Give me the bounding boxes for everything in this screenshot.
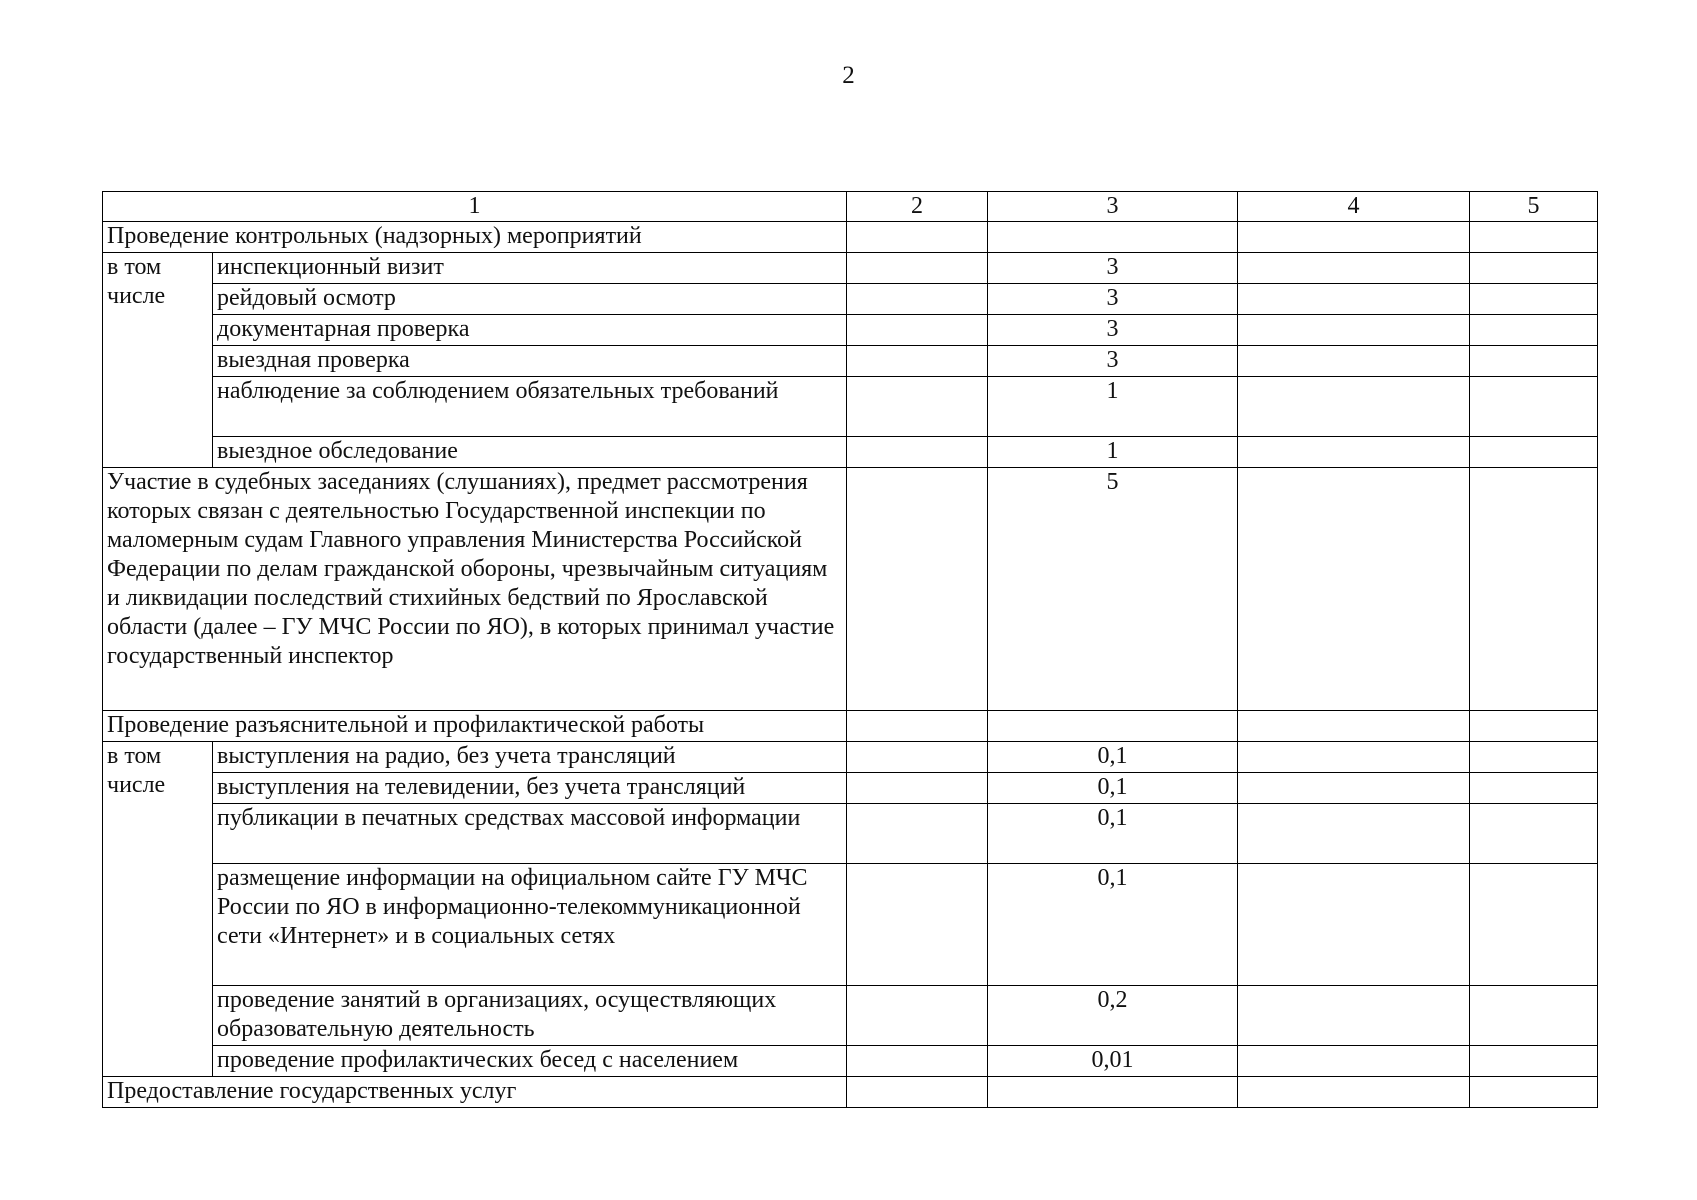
table-row — [103, 864, 1598, 986]
row-value: 3 — [988, 346, 1238, 377]
row-value — [988, 711, 1238, 742]
row-label: Участие в судебных заседаниях (слушаниях), предмет рассмотрения которых связан с деятельностью Государственной инспекции по маломерным судам Главного управления Министерства Российской Федерации по делам гражданской обороны, чрезвычайным ситуациям и ликвидации последствий стихийных бедствий по Ярославской области (далее – ГУ МЧС России по ЯО), в которых принимал участие государственный инспектор — [103, 468, 847, 711]
group-label-in-number: в том числе — [103, 253, 213, 468]
table-row — [103, 468, 1598, 711]
row-label: выступления на радио, без учета трансляций — [213, 742, 847, 773]
row-label: наблюдение за соблюдением обязательных требований — [213, 377, 847, 437]
table-row — [103, 437, 1598, 468]
table-row — [103, 253, 1598, 284]
header-col-3: 3 — [988, 192, 1238, 222]
row-label: Проведение разъяснительной и профилактической работы — [103, 711, 847, 742]
row-value: 1 — [988, 437, 1238, 468]
table-row — [103, 346, 1598, 377]
row-value: 0,1 — [988, 742, 1238, 773]
row-label: Проведение контрольных (надзорных) мероприятий — [103, 222, 847, 253]
row-value: 3 — [988, 253, 1238, 284]
page-number: 2 — [842, 62, 855, 89]
row-label: рейдовый осмотр — [213, 284, 847, 315]
row-value: 5 — [988, 468, 1238, 711]
row-label: размещение информации на официальном сайте ГУ МЧС России по ЯО в информационно-телекоммуникационной сети «Интернет» и в социальных сетях — [213, 864, 847, 986]
table-row — [103, 222, 1598, 253]
row-value: 0,1 — [988, 864, 1238, 986]
row-label: публикации в печатных средствах массовой информации — [213, 804, 847, 864]
row-label: Предоставление государственных услуг — [103, 1077, 847, 1108]
header-col-2: 2 — [847, 192, 988, 222]
table-row — [103, 1077, 1598, 1108]
row-value: 1 — [988, 377, 1238, 437]
row-label: выездное обследование — [213, 437, 847, 468]
header-col-1: 1 — [103, 192, 847, 222]
table-row — [103, 711, 1598, 742]
table-row — [103, 315, 1598, 346]
table-row — [103, 804, 1598, 864]
table-row — [103, 377, 1598, 437]
row-label: документарная проверка — [213, 315, 847, 346]
row-label: проведение занятий в организациях, осуществляющих образовательную деятельность — [213, 986, 847, 1046]
row-value: 0,01 — [988, 1046, 1238, 1077]
row-label: выступления на телевидении, без учета трансляций — [213, 773, 847, 804]
table-row — [103, 1046, 1598, 1077]
table-row — [103, 284, 1598, 315]
row-label: проведение профилактических бесед с населением — [213, 1046, 847, 1077]
table-header-row — [103, 192, 1598, 222]
row-value — [988, 222, 1238, 253]
row-value: 3 — [988, 315, 1238, 346]
table-row — [103, 742, 1598, 773]
table-row — [103, 986, 1598, 1046]
table-row — [103, 773, 1598, 804]
header-col-4: 4 — [1238, 192, 1470, 222]
row-value — [988, 1077, 1238, 1108]
row-value: 0,2 — [988, 986, 1238, 1046]
header-col-5: 5 — [1470, 192, 1598, 222]
row-label: выездная проверка — [213, 346, 847, 377]
activity-table — [102, 191, 1598, 1108]
row-label: инспекционный визит — [213, 253, 847, 284]
row-value: 0,1 — [988, 804, 1238, 864]
row-value: 3 — [988, 284, 1238, 315]
group-label-in-number: в том числе — [103, 742, 213, 1077]
row-value: 0,1 — [988, 773, 1238, 804]
